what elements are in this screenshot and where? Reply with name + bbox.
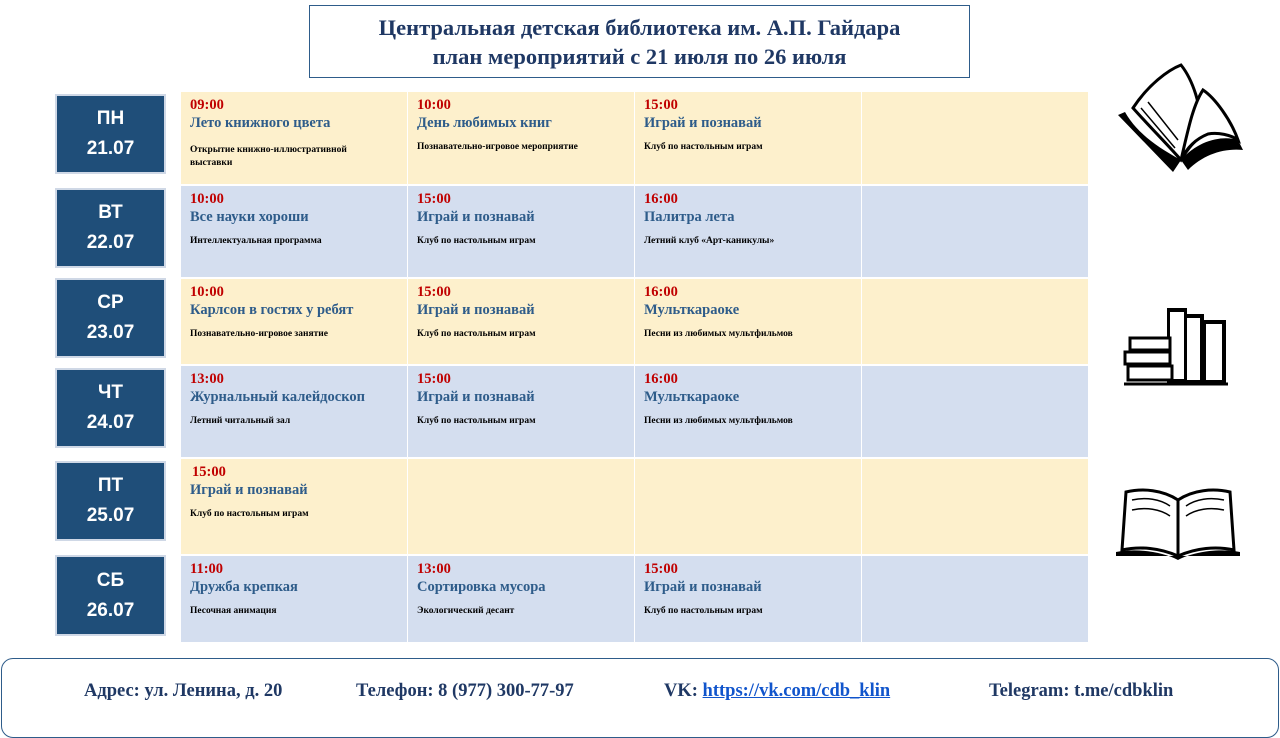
day-date: 26.07: [86, 599, 135, 621]
schedule-row-fri: [181, 459, 1088, 554]
vk-contact: [664, 681, 890, 702]
event-description: Летний читальный зал: [190, 416, 291, 426]
event-time: 15:00: [644, 561, 678, 577]
telegram-text: Telegram: t.me/cdbklin: [989, 681, 1174, 701]
event-title: Играй и познавай: [644, 115, 762, 131]
event-cell: [181, 92, 408, 184]
event-cell: [408, 279, 635, 364]
event-time: 16:00: [644, 191, 678, 207]
event-title: Все науки хороши: [190, 209, 309, 225]
event-description: Клуб по настольным играм: [417, 236, 536, 246]
schedule-row-wed: [181, 279, 1088, 364]
event-description: Познавательно-игровое мероприятие: [417, 142, 578, 152]
event-cell: [408, 366, 635, 457]
open-book-flat-icon: [1108, 482, 1248, 562]
event-time: 15:00: [417, 284, 451, 300]
day-date: 24.07: [86, 412, 135, 433]
event-cell: [408, 556, 635, 642]
event-cell: [181, 366, 408, 457]
event-cell: [635, 556, 862, 642]
empty-cell: [862, 366, 1088, 457]
day-date: 21.07: [86, 138, 135, 159]
address-text: Адрес: ул. Ленина, д. 20: [84, 681, 283, 701]
event-time: 10:00: [190, 191, 224, 207]
day-label-wed: [55, 278, 166, 358]
schedule-row-sat: [181, 556, 1088, 642]
event-description: Познавательно-игровое занятие: [190, 329, 328, 339]
schedule-row-thu: [181, 366, 1088, 457]
stacked-books-icon: [1122, 300, 1232, 388]
library-name: Центральная детская библиотека им. А.П. Гайдара: [378, 14, 901, 40]
event-time: 15:00: [417, 371, 451, 387]
event-title: Играй и познавай: [417, 302, 535, 318]
event-description: Клуб по настольным играм: [644, 606, 763, 616]
event-cell: [635, 366, 862, 457]
event-cell: [635, 279, 862, 364]
day-name: СР: [97, 292, 124, 313]
event-title: Сортировка мусора: [417, 579, 546, 595]
event-title: Играй и познавай: [417, 389, 535, 405]
day-date: 22.07: [86, 232, 135, 253]
day-date: 23.07: [86, 322, 135, 343]
event-cell: [635, 92, 862, 184]
event-title: Играй и познавай: [190, 482, 308, 498]
event-cell: [181, 459, 408, 554]
empty-cell: [862, 459, 1088, 554]
event-time: 13:00: [417, 561, 451, 577]
event-time: 15:00: [417, 191, 451, 207]
event-description: Клуб по настольным играм: [190, 509, 309, 519]
day-name: ПН: [96, 108, 125, 129]
empty-cell: [862, 186, 1088, 277]
phone-text: Телефон: 8 (977) 300-77-97: [356, 681, 574, 701]
event-description: Открытие книжно-иллюстративной выставки: [190, 145, 347, 168]
event-title: Мульткараоке: [644, 302, 740, 318]
event-time: 09:00: [190, 97, 224, 113]
event-time: 13:00: [190, 371, 224, 387]
event-cell: [635, 186, 862, 277]
day-label-mon: [55, 94, 166, 174]
event-description: Песни из любимых мультфильмов: [644, 416, 793, 426]
vk-label: VK:: [664, 681, 703, 701]
event-time: 10:00: [417, 97, 451, 113]
event-description: Песни из любимых мультфильмов: [644, 329, 793, 339]
event-title: Мульткараоке: [644, 389, 740, 405]
schedule-row-mon: [181, 92, 1088, 184]
event-description: Песочная анимация: [190, 606, 277, 616]
schedule-title: [309, 5, 970, 78]
event-time: 10:00: [190, 284, 224, 300]
day-label-tue: [55, 188, 166, 268]
day-name: СБ: [96, 569, 125, 591]
event-title: Дружба крепкая: [190, 579, 298, 595]
event-title: День любимых книг: [417, 115, 552, 131]
schedule-row-tue: [181, 186, 1088, 277]
vk-link[interactable]: https://vk.com/cdb_klin: [702, 681, 891, 701]
event-description: Клуб по настольным играм: [644, 142, 763, 152]
event-title: Играй и познавай: [417, 209, 535, 225]
event-description: Летний клуб «Арт-каникулы»: [644, 236, 775, 246]
event-cell: [181, 186, 408, 277]
event-title: Карлсон в гостях у ребят: [190, 302, 354, 318]
empty-cell: [635, 459, 862, 554]
day-name: ЧТ: [98, 382, 123, 403]
empty-cell: [862, 279, 1088, 364]
event-description: Интеллектуальная программа: [190, 236, 322, 246]
event-cell: [181, 556, 408, 642]
day-label-fri: [55, 461, 166, 541]
event-cell: [181, 279, 408, 364]
event-cell: [408, 92, 635, 184]
event-description: Экологический десант: [417, 606, 515, 616]
day-name: ПТ: [97, 475, 124, 496]
day-label-sat: [55, 555, 166, 636]
event-title: Журнальный калейдоскоп: [190, 389, 365, 405]
event-time: 11:00: [190, 561, 224, 577]
day-date: 25.07: [86, 505, 135, 526]
empty-cell: [408, 459, 635, 554]
event-time: 15:00: [192, 464, 226, 480]
empty-cell: [862, 556, 1088, 642]
event-time: 15:00: [644, 97, 678, 113]
event-cell: [408, 186, 635, 277]
day-name: ВТ: [98, 202, 123, 223]
event-description: Клуб по настольным играм: [417, 416, 536, 426]
empty-cell: [862, 92, 1088, 184]
day-label-thu: [55, 368, 166, 448]
event-title: Лето книжного цвета: [190, 115, 331, 131]
event-time: 16:00: [644, 371, 678, 387]
schedule-period: план мероприятий с 21 июля по 26 июля: [432, 43, 847, 69]
event-title: Палитра лета: [644, 209, 735, 225]
event-description: Клуб по настольным играм: [417, 329, 536, 339]
open-book-icon: [1113, 60, 1248, 175]
event-title: Играй и познавай: [644, 579, 762, 595]
event-time: 16:00: [644, 284, 678, 300]
